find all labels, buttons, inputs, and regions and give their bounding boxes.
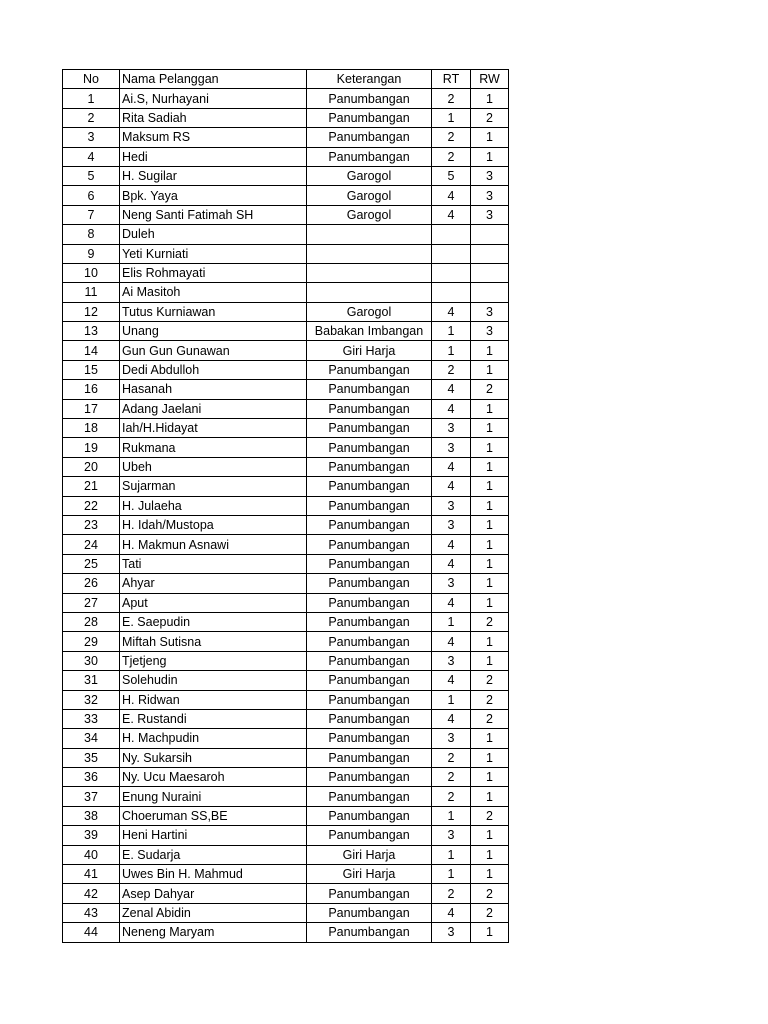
cell-nama-pelanggan: Tati: [120, 554, 307, 573]
cell-keterangan: Panumbangan: [307, 380, 432, 399]
table-row: [63, 806, 509, 825]
cell-no: 29: [63, 632, 120, 651]
table-row: [63, 438, 509, 457]
cell-rt: 2: [432, 89, 471, 108]
table-row: [63, 496, 509, 515]
table-row: [63, 574, 509, 593]
cell-rt: 2: [432, 748, 471, 767]
cell-keterangan: Panumbangan: [307, 438, 432, 457]
cell-nama-pelanggan: Ai Masitoh: [120, 283, 307, 302]
cell-rt: 1: [432, 108, 471, 127]
cell-no: 17: [63, 399, 120, 418]
cell-no: 27: [63, 593, 120, 612]
cell-no: 34: [63, 729, 120, 748]
cell-no: 22: [63, 496, 120, 515]
cell-rt: 4: [432, 205, 471, 224]
cell-rw: 1: [471, 360, 509, 379]
cell-no: 41: [63, 865, 120, 884]
cell-no: 25: [63, 554, 120, 573]
cell-rw: 1: [471, 632, 509, 651]
cell-keterangan: Panumbangan: [307, 632, 432, 651]
cell-nama-pelanggan: Iah/H.Hidayat: [120, 419, 307, 438]
cell-no: 6: [63, 186, 120, 205]
cell-rt: 3: [432, 574, 471, 593]
cell-nama-pelanggan: Asep Dahyar: [120, 884, 307, 903]
cell-rt: 4: [432, 399, 471, 418]
cell-rw: 1: [471, 729, 509, 748]
cell-keterangan: Panumbangan: [307, 574, 432, 593]
cell-keterangan: Panumbangan: [307, 903, 432, 922]
cell-rt: 4: [432, 302, 471, 321]
cell-rw: [471, 283, 509, 302]
cell-no: 28: [63, 612, 120, 631]
cell-rw: 2: [471, 884, 509, 903]
cell-nama-pelanggan: Rita Sadiah: [120, 108, 307, 127]
cell-keterangan: Panumbangan: [307, 399, 432, 418]
cell-rw: 1: [471, 438, 509, 457]
cell-rt: 4: [432, 535, 471, 554]
cell-keterangan: Panumbangan: [307, 554, 432, 573]
cell-rw: 1: [471, 574, 509, 593]
cell-keterangan: Babakan Imbangan: [307, 322, 432, 341]
cell-rw: 1: [471, 457, 509, 476]
cell-rw: 1: [471, 515, 509, 534]
table-row: [63, 612, 509, 631]
cell-rt: 2: [432, 360, 471, 379]
cell-keterangan: Panumbangan: [307, 515, 432, 534]
table-row: [63, 263, 509, 282]
cell-rw: 1: [471, 923, 509, 942]
cell-nama-pelanggan: H. Idah/Mustopa: [120, 515, 307, 534]
cell-no: 5: [63, 166, 120, 185]
cell-nama-pelanggan: H. Machpudin: [120, 729, 307, 748]
cell-rw: 1: [471, 593, 509, 612]
cell-keterangan: Panumbangan: [307, 535, 432, 554]
cell-keterangan: Panumbangan: [307, 360, 432, 379]
cell-rt: 3: [432, 419, 471, 438]
cell-no: 10: [63, 263, 120, 282]
cell-rw: 1: [471, 147, 509, 166]
cell-keterangan: Giri Harja: [307, 341, 432, 360]
cell-keterangan: Giri Harja: [307, 845, 432, 864]
cell-rt: 4: [432, 903, 471, 922]
cell-rt: [432, 283, 471, 302]
table-row: [63, 108, 509, 127]
table-row: [63, 535, 509, 554]
cell-rt: [432, 263, 471, 282]
table-row: [63, 166, 509, 185]
cell-rw: 1: [471, 826, 509, 845]
cell-no: 43: [63, 903, 120, 922]
cell-nama-pelanggan: Tutus Kurniawan: [120, 302, 307, 321]
table-row: [63, 632, 509, 651]
table-row: [63, 826, 509, 845]
cell-nama-pelanggan: Ny. Sukarsih: [120, 748, 307, 767]
cell-keterangan: Panumbangan: [307, 768, 432, 787]
cell-keterangan: Panumbangan: [307, 593, 432, 612]
cell-nama-pelanggan: Maksum RS: [120, 128, 307, 147]
header-keterangan: Keterangan: [307, 70, 432, 89]
table-row: [63, 690, 509, 709]
cell-no: 7: [63, 205, 120, 224]
cell-keterangan: Panumbangan: [307, 457, 432, 476]
cell-nama-pelanggan: Bpk. Yaya: [120, 186, 307, 205]
cell-rt: 4: [432, 671, 471, 690]
table-row: [63, 554, 509, 573]
cell-rw: 1: [471, 535, 509, 554]
cell-keterangan: Panumbangan: [307, 787, 432, 806]
table-row: [63, 787, 509, 806]
cell-nama-pelanggan: Neneng Maryam: [120, 923, 307, 942]
cell-rt: 3: [432, 438, 471, 457]
table-row: [63, 322, 509, 341]
cell-keterangan: Garogol: [307, 205, 432, 224]
cell-nama-pelanggan: Duleh: [120, 225, 307, 244]
cell-rt: 4: [432, 186, 471, 205]
cell-nama-pelanggan: H. Sugilar: [120, 166, 307, 185]
cell-keterangan: Panumbangan: [307, 108, 432, 127]
table-row: [63, 89, 509, 108]
cell-rt: 3: [432, 496, 471, 515]
table-row: [63, 923, 509, 942]
cell-keterangan: [307, 225, 432, 244]
table-row: [63, 341, 509, 360]
cell-no: 14: [63, 341, 120, 360]
cell-no: 30: [63, 651, 120, 670]
cell-rt: 3: [432, 651, 471, 670]
cell-keterangan: Panumbangan: [307, 690, 432, 709]
cell-no: 21: [63, 477, 120, 496]
header-no: No: [63, 70, 120, 89]
cell-keterangan: Panumbangan: [307, 419, 432, 438]
cell-rw: 1: [471, 787, 509, 806]
cell-nama-pelanggan: Dedi Abdulloh: [120, 360, 307, 379]
cell-no: 26: [63, 574, 120, 593]
cell-no: 39: [63, 826, 120, 845]
cell-nama-pelanggan: Yeti Kurniati: [120, 244, 307, 263]
cell-nama-pelanggan: Solehudin: [120, 671, 307, 690]
cell-no: 40: [63, 845, 120, 864]
table-row: [63, 729, 509, 748]
cell-keterangan: Panumbangan: [307, 651, 432, 670]
cell-rt: 2: [432, 884, 471, 903]
header-nama-pelanggan: Nama Pelanggan: [120, 70, 307, 89]
cell-nama-pelanggan: Uwes Bin H. Mahmud: [120, 865, 307, 884]
cell-nama-pelanggan: Sujarman: [120, 477, 307, 496]
cell-rw: 3: [471, 166, 509, 185]
cell-rt: 4: [432, 554, 471, 573]
cell-rt: 1: [432, 612, 471, 631]
cell-no: 19: [63, 438, 120, 457]
cell-no: 32: [63, 690, 120, 709]
table-row: [63, 651, 509, 670]
cell-keterangan: [307, 263, 432, 282]
cell-rw: 1: [471, 477, 509, 496]
cell-rw: 1: [471, 554, 509, 573]
cell-no: 37: [63, 787, 120, 806]
table-row: [63, 845, 509, 864]
cell-nama-pelanggan: Hedi: [120, 147, 307, 166]
cell-nama-pelanggan: E. Rustandi: [120, 709, 307, 728]
cell-rt: [432, 225, 471, 244]
cell-nama-pelanggan: Neng Santi Fatimah SH: [120, 205, 307, 224]
cell-nama-pelanggan: H. Ridwan: [120, 690, 307, 709]
cell-keterangan: Panumbangan: [307, 128, 432, 147]
cell-nama-pelanggan: Enung Nuraini: [120, 787, 307, 806]
cell-rt: 3: [432, 923, 471, 942]
cell-nama-pelanggan: Choeruman SS,BE: [120, 806, 307, 825]
table-row: [63, 515, 509, 534]
cell-no: 18: [63, 419, 120, 438]
cell-no: 20: [63, 457, 120, 476]
cell-no: 15: [63, 360, 120, 379]
cell-nama-pelanggan: Elis Rohmayati: [120, 263, 307, 282]
cell-rt: 4: [432, 709, 471, 728]
table-row: [63, 903, 509, 922]
cell-keterangan: Panumbangan: [307, 709, 432, 728]
cell-rt: 2: [432, 128, 471, 147]
table-row: [63, 768, 509, 787]
cell-rw: 3: [471, 302, 509, 321]
cell-no: 16: [63, 380, 120, 399]
cell-nama-pelanggan: Hasanah: [120, 380, 307, 399]
table-row: [63, 477, 509, 496]
cell-rw: 1: [471, 845, 509, 864]
table-row: [63, 283, 509, 302]
cell-nama-pelanggan: Tjetjeng: [120, 651, 307, 670]
customer-table: [62, 69, 509, 943]
cell-keterangan: Panumbangan: [307, 748, 432, 767]
cell-no: 8: [63, 225, 120, 244]
cell-rt: 1: [432, 845, 471, 864]
cell-rt: 3: [432, 826, 471, 845]
cell-rw: 1: [471, 419, 509, 438]
cell-nama-pelanggan: Gun Gun Gunawan: [120, 341, 307, 360]
cell-rw: 1: [471, 128, 509, 147]
cell-keterangan: Garogol: [307, 166, 432, 185]
cell-nama-pelanggan: Unang: [120, 322, 307, 341]
cell-rw: 2: [471, 671, 509, 690]
cell-rw: [471, 225, 509, 244]
cell-no: 4: [63, 147, 120, 166]
cell-keterangan: Panumbangan: [307, 496, 432, 515]
cell-nama-pelanggan: E. Sudarja: [120, 845, 307, 864]
cell-rw: 3: [471, 186, 509, 205]
customer-table-container: [62, 69, 509, 943]
header-rw: RW: [471, 70, 509, 89]
cell-nama-pelanggan: Adang Jaelani: [120, 399, 307, 418]
table-row: [63, 671, 509, 690]
cell-rw: 1: [471, 748, 509, 767]
cell-rt: [432, 244, 471, 263]
cell-rt: 1: [432, 341, 471, 360]
table-row: [63, 128, 509, 147]
cell-rt: 1: [432, 806, 471, 825]
cell-keterangan: Panumbangan: [307, 612, 432, 631]
cell-nama-pelanggan: H. Julaeha: [120, 496, 307, 515]
table-row: [63, 186, 509, 205]
cell-no: 23: [63, 515, 120, 534]
cell-rw: 1: [471, 496, 509, 515]
cell-no: 36: [63, 768, 120, 787]
cell-keterangan: Panumbangan: [307, 923, 432, 942]
cell-rw: 2: [471, 380, 509, 399]
cell-no: 33: [63, 709, 120, 728]
table-row: [63, 380, 509, 399]
cell-keterangan: Panumbangan: [307, 729, 432, 748]
cell-rt: 3: [432, 729, 471, 748]
cell-rw: 2: [471, 690, 509, 709]
cell-no: 13: [63, 322, 120, 341]
cell-keterangan: Garogol: [307, 186, 432, 205]
cell-rw: 1: [471, 651, 509, 670]
table-row: [63, 225, 509, 244]
cell-rw: [471, 263, 509, 282]
cell-no: 1: [63, 89, 120, 108]
cell-nama-pelanggan: Rukmana: [120, 438, 307, 457]
cell-no: 42: [63, 884, 120, 903]
cell-no: 9: [63, 244, 120, 263]
cell-nama-pelanggan: Ubeh: [120, 457, 307, 476]
cell-no: 38: [63, 806, 120, 825]
table-row: [63, 709, 509, 728]
cell-nama-pelanggan: E. Saepudin: [120, 612, 307, 631]
table-header-row: [63, 70, 509, 89]
table-body: [63, 89, 509, 942]
cell-keterangan: Panumbangan: [307, 806, 432, 825]
table-row: [63, 399, 509, 418]
cell-no: 35: [63, 748, 120, 767]
cell-keterangan: Panumbangan: [307, 884, 432, 903]
cell-rw: 1: [471, 768, 509, 787]
table-row: [63, 748, 509, 767]
cell-no: 12: [63, 302, 120, 321]
cell-rw: [471, 244, 509, 263]
cell-no: 3: [63, 128, 120, 147]
cell-keterangan: Giri Harja: [307, 865, 432, 884]
cell-rw: 2: [471, 806, 509, 825]
cell-no: 11: [63, 283, 120, 302]
cell-keterangan: Panumbangan: [307, 89, 432, 108]
cell-keterangan: Panumbangan: [307, 671, 432, 690]
cell-rt: 5: [432, 166, 471, 185]
cell-nama-pelanggan: Miftah Sutisna: [120, 632, 307, 651]
table-row: [63, 884, 509, 903]
table-row: [63, 244, 509, 263]
cell-rw: 1: [471, 399, 509, 418]
table-row: [63, 147, 509, 166]
cell-rt: 1: [432, 865, 471, 884]
cell-rt: 4: [432, 632, 471, 651]
table-row: [63, 302, 509, 321]
cell-rt: 4: [432, 477, 471, 496]
cell-no: 24: [63, 535, 120, 554]
header-rt: RT: [432, 70, 471, 89]
cell-rw: 1: [471, 89, 509, 108]
cell-rw: 2: [471, 612, 509, 631]
cell-rw: 2: [471, 709, 509, 728]
table-row: [63, 593, 509, 612]
cell-nama-pelanggan: Ai.S, Nurhayani: [120, 89, 307, 108]
cell-rw: 1: [471, 865, 509, 884]
cell-nama-pelanggan: H. Makmun Asnawi: [120, 535, 307, 554]
cell-nama-pelanggan: Aput: [120, 593, 307, 612]
cell-rt: 2: [432, 787, 471, 806]
cell-rt: 4: [432, 457, 471, 476]
cell-rt: 2: [432, 768, 471, 787]
table-row: [63, 419, 509, 438]
cell-rw: 3: [471, 205, 509, 224]
cell-keterangan: Panumbangan: [307, 147, 432, 166]
cell-nama-pelanggan: Ny. Ucu Maesaroh: [120, 768, 307, 787]
cell-keterangan: Panumbangan: [307, 826, 432, 845]
cell-rw: 1: [471, 341, 509, 360]
cell-keterangan: Panumbangan: [307, 477, 432, 496]
cell-rw: 2: [471, 108, 509, 127]
cell-no: 31: [63, 671, 120, 690]
cell-nama-pelanggan: Zenal Abidin: [120, 903, 307, 922]
cell-keterangan: Garogol: [307, 302, 432, 321]
cell-no: 44: [63, 923, 120, 942]
table-row: [63, 865, 509, 884]
cell-rt: 1: [432, 322, 471, 341]
cell-no: 2: [63, 108, 120, 127]
cell-rt: 4: [432, 593, 471, 612]
cell-nama-pelanggan: Ahyar: [120, 574, 307, 593]
cell-rw: 2: [471, 903, 509, 922]
cell-rt: 1: [432, 690, 471, 709]
cell-rt: 3: [432, 515, 471, 534]
cell-rt: 2: [432, 147, 471, 166]
cell-nama-pelanggan: Heni Hartini: [120, 826, 307, 845]
table-row: [63, 205, 509, 224]
cell-keterangan: [307, 244, 432, 263]
table-row: [63, 457, 509, 476]
table-row: [63, 360, 509, 379]
cell-keterangan: [307, 283, 432, 302]
cell-rt: 4: [432, 380, 471, 399]
cell-rw: 3: [471, 322, 509, 341]
